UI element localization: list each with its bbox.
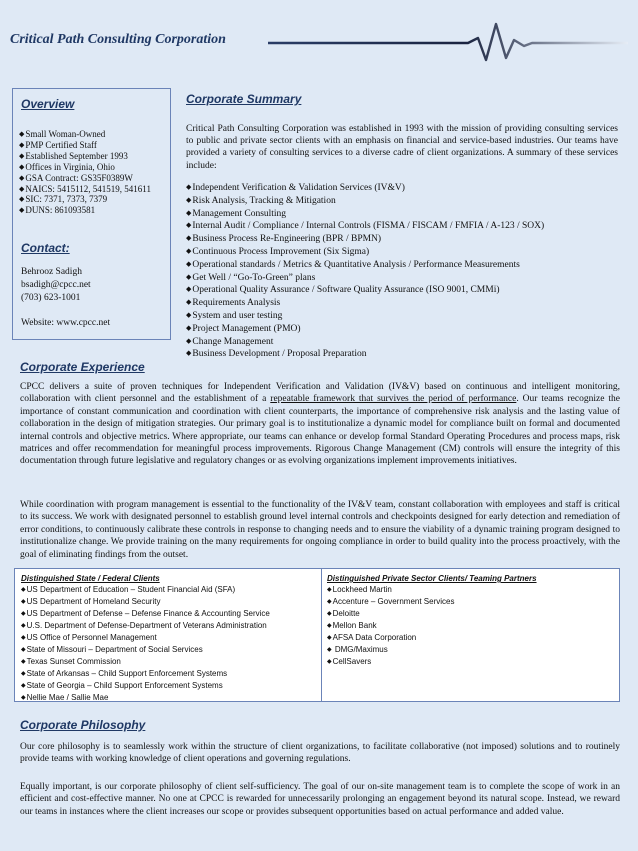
client-item: ◆ DMG/Maximus xyxy=(327,644,617,656)
contact-name: Behrooz Sadigh xyxy=(21,267,82,277)
client-item: ◆ US Department of Homeland Security xyxy=(21,596,321,608)
private-clients-title: Distinguished Private Sector Clients/ Teaming Partners xyxy=(327,574,537,583)
service-item: ◆ Business Process Re-Engineering (BPR / BPMN) xyxy=(186,233,544,246)
client-item: ◆ Mellon Bank xyxy=(327,620,617,632)
client-item: ◆ State of Missouri – Department of Social Services xyxy=(21,644,321,656)
service-item: ◆ Continuous Process Improvement (Six Sigma) xyxy=(186,246,544,259)
overview-item: ◆ GSA Contract: GS35F0389W xyxy=(19,173,151,184)
service-item: ◆ Business Development / Proposal Preparation xyxy=(186,348,544,361)
federal-clients-title: Distinguished State / Federal Clients xyxy=(21,574,160,583)
summary-title: Corporate Summary xyxy=(186,92,302,106)
client-item: ◆ Texas Sunset Commission xyxy=(21,656,321,668)
service-item: ◆ Operational Quality Assurance / Software Quality Assurance (ISO 9001, CMMi) xyxy=(186,284,544,297)
website-link[interactable]: Website: www.cpcc.net xyxy=(21,318,111,328)
overview-item: ◆ Offices in Virginia, Ohio xyxy=(19,162,151,173)
client-item: ◆ U.S. Department of Defense-Department of Veterans Administration xyxy=(21,620,321,632)
client-item: ◆ US Department of Education – Student Financial Aid (SFA) xyxy=(21,584,321,596)
service-item: ◆ Project Management (PMO) xyxy=(186,323,544,336)
overview-list xyxy=(19,129,151,216)
experience-paragraph-1 xyxy=(20,381,620,468)
service-item: ◆ System and user testing xyxy=(186,310,544,323)
federal-clients-column xyxy=(21,573,321,704)
private-clients-list xyxy=(327,584,617,668)
overview-item: ◆ Established September 1993 xyxy=(19,151,151,162)
heartbeat-line-graphic xyxy=(268,18,628,68)
client-item: ◆ CellSavers xyxy=(327,656,617,668)
clients-box xyxy=(14,568,620,702)
private-clients-column xyxy=(327,573,617,668)
experience-title: Corporate Experience xyxy=(20,360,145,374)
client-item: ◆ Deloitte xyxy=(327,608,617,620)
experience-p1-underlined: repeatable framework that survives the period of performance xyxy=(270,394,517,405)
service-item: ◆ Operational standards / Metrics & Quantitative Analysis / Performance Measurements xyxy=(186,259,544,272)
experience-p1-end: . Our teams recognize the importance of constant communication and coordination with client counterparts, the importance of comprehensive risk analysis and the lasting value of collaboration in the design of mitigation strategies. Our primary goal is to institutionalize a dynamic model for compliance built on formal and documented internal controls and objective metrics. Where appropriate, our teams can enhance or develop formal Standard Operating Procedures and process maps, risk matrices and offer recommendation for meaningful process improvements. Rigorous Change Management (CM) controls will ensure the integrity of this documentation through future legislative and regulatory changes or as evolving organizations implement improvements initiatives. xyxy=(20,394,620,467)
clients-divider xyxy=(321,569,322,701)
overview-item: ◆ Small Woman-Owned xyxy=(19,129,151,140)
client-item: ◆ Lockheed Martin xyxy=(327,584,617,596)
overview-item: ◆ NAICS: 5415112, 541519, 541611 xyxy=(19,184,151,195)
federal-clients-list xyxy=(21,584,321,704)
client-item: ◆ State of Arkansas – Child Support Enforcement Systems xyxy=(21,668,321,680)
services-list xyxy=(186,182,544,361)
overview-item: ◆ SIC: 7371, 7373, 7379 xyxy=(19,194,151,205)
client-item: ◆ State of Georgia – Child Support Enforcement Systems xyxy=(21,680,321,692)
client-item: ◆ US Department of Defense – Defense Finance & Accounting Service xyxy=(21,608,321,620)
philosophy-title: Corporate Philosophy xyxy=(20,718,146,732)
overview-box xyxy=(12,88,171,340)
experience-p1-start: CPCC delivers a suite of proven techniques for Independent Verification and Validation (IV&V) based on continuous and intelligent monitoring, collaboration with client personnel and the establishment of a xyxy=(20,382,620,405)
company-name: Critical Path Consulting Corporation xyxy=(10,32,226,47)
client-item: ◆ US Office of Personnel Management xyxy=(21,632,321,644)
service-item: ◆ Management Consulting xyxy=(186,208,544,221)
service-item: ◆ Internal Audit / Compliance / Internal Controls (FISMA / FISCAM / FMFIA / A-123 / SOX) xyxy=(186,220,544,233)
contact-phone: (703) 623-1001 xyxy=(21,292,81,303)
philosophy-paragraph-1: Our core philosophy is to seamlessly work within the structure of client organizations, to facilitate collaborative (not imposed) solutions and to routinely provide teams with working knowledge of client operations and governing regulations. xyxy=(20,742,620,765)
contact-details xyxy=(21,266,91,304)
client-item: ◆ AFSA Data Corporation xyxy=(327,632,617,644)
philosophy-paragraph-2: Equally important, is our corporate philosophy of client self-sufficiency. The goal of our on-site management team is to complete the scope of work in an efficient and cost-effective manner. No one at CPCC is rewarded for unnecessarily prolonging an engagement beyond its natural scope. Instead, we reward our teams in instances where the client increases our scope or provides subsequent opportunities based on actual performance and added value. xyxy=(20,782,620,817)
client-item: ◆ Nellie Mae / Sallie Mae xyxy=(21,692,321,704)
contact-title: Contact: xyxy=(21,241,70,255)
service-item: ◆ Risk Analysis, Tracking & Mitigation xyxy=(186,195,544,208)
service-item: ◆ Requirements Analysis xyxy=(186,297,544,310)
overview-item: ◆ DUNS: 861093581 xyxy=(19,205,151,216)
service-item: ◆ Independent Verification & Validation Services (IV&V) xyxy=(186,182,544,195)
contact-email[interactable]: bsadigh@cpcc.net xyxy=(21,279,91,290)
overview-title: Overview xyxy=(21,97,75,111)
summary-text: Critical Path Consulting Corporation was established in 1993 with the mission of providing consulting services to public and private sector clients with an emphasis on financial and service-based industries. Our teams have provided a variety of consulting services to a diverse cadre of client organizations. A summary of these services include: xyxy=(186,124,618,171)
experience-paragraph-2: While coordination with program management is essential to the functionality of the IV&V team, constant collaboration with employees and staff is critical to its success. We work with designated personnel to establish ground level internal controls and checkpoints designed for early detection and remediation of error conditions, to continuously calibrate these controls in response to changing needs and to ensure the viability of a dynamic training program designed to institutionalize change. We provide training on the many requirements for ongoing compliance in order to build quality into the process proactively, with the goal of eliminating findings from the outset. xyxy=(20,500,620,560)
service-item: ◆ Change Management xyxy=(186,336,544,349)
service-item: ◆ Get Well / “Go-To-Green” plans xyxy=(186,272,544,285)
overview-item: ◆ PMP Certified Staff xyxy=(19,140,151,151)
client-item: ◆ Accenture – Government Services xyxy=(327,596,617,608)
